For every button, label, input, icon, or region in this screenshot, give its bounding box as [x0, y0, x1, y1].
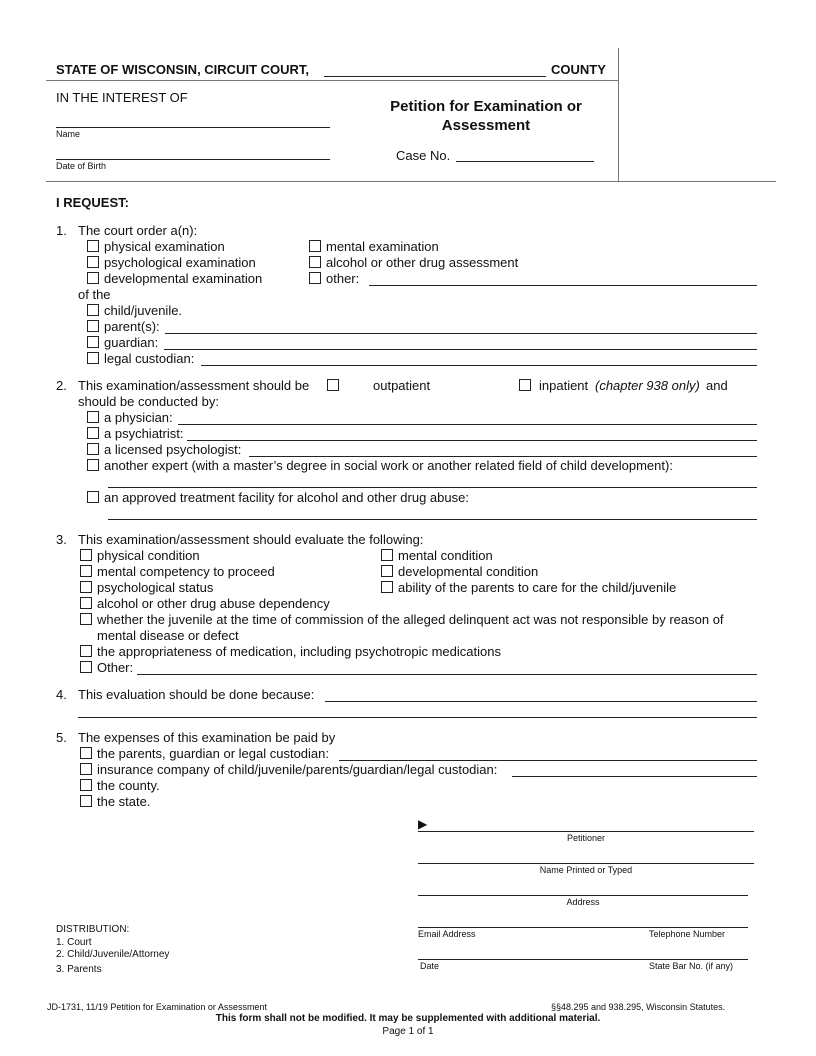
s3-right-2: ability of the parents to care for the child/juvenile: [398, 580, 677, 595]
checkbox-developmental-exam[interactable]: [87, 272, 99, 284]
s3-whether-line1: whether the juvenile at the time of commission of the alleged delinquent act was not responsible by reason of: [97, 612, 724, 627]
footer-statutes: §§48.295 and 938.295, Wisconsin Statutes.: [551, 1002, 726, 1012]
s2-inpatient: inpatient: [539, 378, 589, 393]
s3-alcohol: alcohol or other drug abuse dependency: [97, 596, 330, 611]
s2-option-2: a licensed psychologist:: [104, 442, 242, 457]
s3-right-0: mental condition: [398, 548, 493, 563]
checkbox-physical-condition[interactable]: [80, 549, 92, 561]
s2-intro: This examination/assessment should be: [78, 378, 310, 393]
footer-notice: This form shall not be modified. It may be supplemented with additional material.: [215, 1013, 601, 1024]
parents-field[interactable]: [165, 333, 757, 334]
legal-custodian-field[interactable]: [201, 365, 757, 366]
s2-option-0: a physician:: [104, 410, 173, 425]
s5-option-1: insurance company of child/juvenile/parents/guardian/legal custodian:: [97, 762, 498, 777]
reason-field-2[interactable]: [78, 717, 757, 718]
s5-option-3: the state.: [97, 794, 151, 809]
s2-number: 2.: [56, 378, 67, 393]
treatment-facility-field[interactable]: [108, 519, 757, 520]
s2-option-1: a psychiatrist:: [104, 426, 184, 441]
checkbox-mental-exam[interactable]: [309, 240, 321, 252]
dob-field[interactable]: [56, 159, 330, 160]
physician-field[interactable]: [178, 424, 757, 425]
interest-of-label: IN THE INTEREST OF: [56, 90, 188, 105]
county-label: COUNTY: [551, 62, 606, 77]
title-line2: Assessment: [441, 117, 531, 134]
case-no-field[interactable]: [456, 161, 594, 162]
s1-right-0: mental examination: [326, 239, 439, 254]
checkbox-paid-insurance[interactable]: [80, 763, 92, 775]
licensed-psychologist-field[interactable]: [249, 456, 757, 457]
checkbox-mental-condition[interactable]: [381, 549, 393, 561]
s1-left-2: developmental examination: [104, 271, 263, 286]
checkbox-other-exam[interactable]: [309, 272, 321, 284]
paid-insurance-field[interactable]: [512, 776, 757, 777]
case-no-label: Case No.: [396, 148, 451, 163]
checkbox-outpatient[interactable]: [327, 379, 339, 391]
s3-medication: the appropriateness of medication, including psychotropic medications: [97, 644, 501, 659]
s2-outpatient: outpatient: [373, 378, 431, 393]
psychiatrist-field[interactable]: [187, 440, 757, 441]
name-label: Name: [56, 129, 81, 139]
s5-option-2: the county.: [97, 778, 160, 793]
title-line1: Petition for Examination or: [390, 98, 582, 115]
s3-other: Other:: [97, 660, 134, 675]
s5-intro: The expenses of this examination be paid by: [78, 730, 336, 745]
s4-number: 4.: [56, 687, 67, 702]
checkbox-other-evaluation[interactable]: [80, 661, 92, 673]
checkbox-aoda-assessment[interactable]: [309, 256, 321, 268]
court-rule: [46, 80, 618, 81]
another-expert-field[interactable]: [108, 487, 757, 488]
s1-left-0: physical examination: [104, 239, 225, 254]
other-exam-field[interactable]: [369, 285, 757, 286]
address-field[interactable]: [418, 895, 748, 896]
guardian-field[interactable]: [164, 349, 757, 350]
distribution-item-0: 1. Court: [56, 937, 92, 948]
petitioner-label: Petitioner: [566, 833, 606, 843]
checkbox-not-responsible[interactable]: [80, 613, 92, 625]
checkbox-paid-state[interactable]: [80, 795, 92, 807]
checkbox-physical-exam[interactable]: [87, 240, 99, 252]
s3-left-2: psychological status: [97, 580, 214, 595]
checkbox-mental-competency[interactable]: [80, 565, 92, 577]
s3-left-0: physical condition: [97, 548, 200, 563]
name-printed-field[interactable]: [418, 863, 754, 864]
paid-parents-field[interactable]: [339, 760, 757, 761]
email-phone-field[interactable]: [418, 927, 748, 928]
s2-option-3: another expert (with a master’s degree in social work or another related field of child development):: [104, 458, 673, 473]
dob-label: Date of Birth: [56, 161, 107, 171]
s3-intro: This examination/assessment should evaluate the following:: [78, 532, 424, 547]
s1-number: 1.: [56, 223, 67, 238]
date-bar-field[interactable]: [418, 959, 748, 960]
checkbox-developmental-condition[interactable]: [381, 565, 393, 577]
reason-field-1[interactable]: [325, 701, 757, 702]
header-divider-horizontal: [46, 181, 776, 182]
checkbox-child-juvenile[interactable]: [87, 304, 99, 316]
checkbox-legal-custodian[interactable]: [87, 352, 99, 364]
header-divider-vertical: [618, 48, 619, 181]
distribution-title: DISTRIBUTION:: [56, 924, 130, 935]
name-field[interactable]: [56, 127, 330, 128]
s2-facility: an approved treatment facility for alcohol and other drug abuse:: [104, 490, 469, 505]
distribution-item-1: 2. Child/Juvenile/Attorney: [56, 949, 170, 960]
court-label: STATE OF WISCONSIN, CIRCUIT COURT,: [56, 62, 310, 77]
checkbox-paid-county[interactable]: [80, 779, 92, 791]
footer-page: Page 1 of 1: [382, 1026, 434, 1037]
s5-option-0: the parents, guardian or legal custodian:: [97, 746, 329, 761]
petitioner-signature-field[interactable]: [418, 831, 754, 832]
s3-right-1: developmental condition: [398, 564, 539, 579]
s4-text: This evaluation should be done because:: [78, 687, 315, 702]
checkbox-medication[interactable]: [80, 645, 92, 657]
s3-left-1: mental competency to proceed: [97, 564, 275, 579]
s2-conducted: should be conducted by:: [78, 394, 219, 409]
bar-no-label: State Bar No. (if any): [649, 961, 734, 971]
county-field[interactable]: [324, 76, 546, 77]
s1-right-2: other:: [326, 271, 360, 286]
s1-left-1: psychological examination: [104, 255, 256, 270]
other-evaluation-field[interactable]: [137, 674, 757, 675]
checkbox-treatment-facility[interactable]: [87, 491, 99, 503]
email-label: Email Address: [418, 929, 476, 939]
checkbox-licensed-psychologist[interactable]: [87, 443, 99, 455]
checkbox-another-expert[interactable]: [87, 459, 99, 471]
request-heading: I REQUEST:: [56, 195, 129, 210]
checkbox-parents[interactable]: [87, 320, 99, 332]
checkbox-guardian[interactable]: [87, 336, 99, 348]
checkbox-psychological-status[interactable]: [80, 581, 92, 593]
checkbox-inpatient[interactable]: [519, 379, 531, 391]
telephone-label: Telephone Number: [649, 929, 726, 939]
s1-subject-2: guardian:: [104, 335, 159, 350]
s1-right-1: alcohol or other drug assessment: [326, 255, 519, 270]
distribution-item-2: 3. Parents: [56, 964, 102, 975]
s5-number: 5.: [56, 730, 67, 745]
checkbox-paid-parents[interactable]: [80, 747, 92, 759]
s3-number: 3.: [56, 532, 67, 547]
footer-form-id: JD-1731, 11/19 Petition for Examination or Assessment: [47, 1002, 267, 1012]
signature-arrow-icon: ▶: [418, 817, 428, 831]
s1-subject-0: child/juvenile.: [104, 303, 183, 318]
address-label: Address: [566, 897, 600, 907]
checkbox-physician[interactable]: [87, 411, 99, 423]
s1-subject-3: legal custodian:: [104, 351, 195, 366]
s2-and: and: [706, 378, 728, 393]
checkbox-parent-ability[interactable]: [381, 581, 393, 593]
checkbox-psychological-exam[interactable]: [87, 256, 99, 268]
s1-intro: The court order a(n):: [78, 223, 198, 238]
s3-whether-line2: mental disease or defect: [97, 628, 239, 643]
name-printed-label: Name Printed or Typed: [539, 865, 633, 875]
checkbox-psychiatrist[interactable]: [87, 427, 99, 439]
s1-of-the: of the: [78, 287, 111, 302]
checkbox-aoda-dependency[interactable]: [80, 597, 92, 609]
s2-inpatient-note: (chapter 938 only): [595, 378, 700, 393]
date-label: Date: [420, 961, 440, 971]
s1-subject-1: parent(s):: [104, 319, 160, 334]
